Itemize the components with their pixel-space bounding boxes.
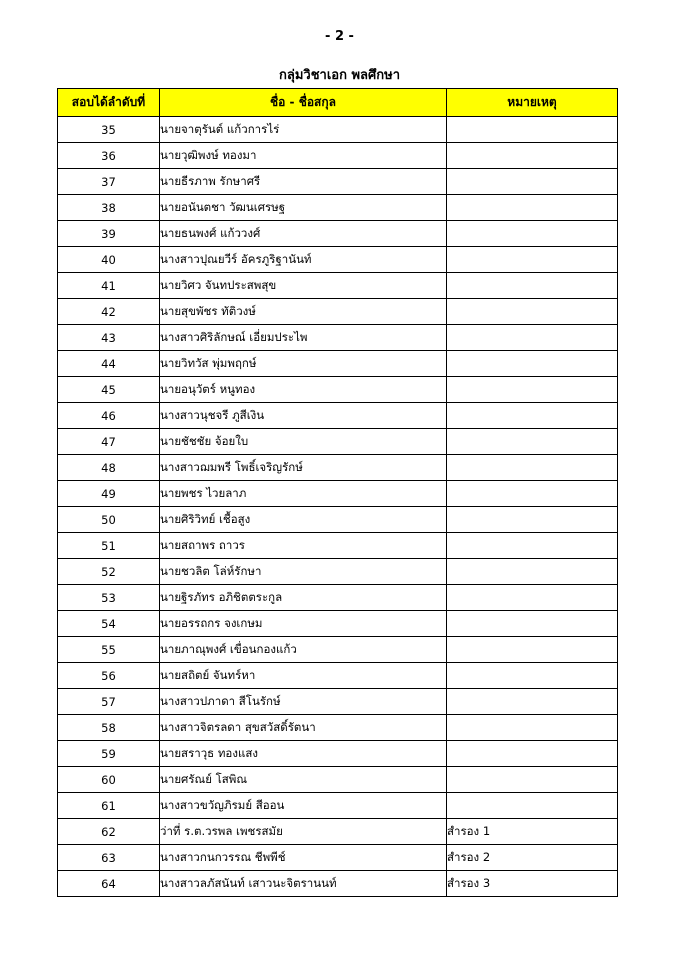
table-body <box>58 117 618 897</box>
table-row <box>58 663 618 689</box>
note-cell <box>447 429 618 455</box>
table-row <box>58 299 618 325</box>
table-row <box>58 403 618 429</box>
rank-cell: 49 <box>58 481 160 507</box>
rank-cell: 46 <box>58 403 160 429</box>
rank-cell: 42 <box>58 299 160 325</box>
rank-cell: 41 <box>58 273 160 299</box>
note-cell <box>447 611 618 637</box>
table-row <box>58 143 618 169</box>
note-cell <box>447 715 618 741</box>
name-cell: นายสถิตย์ จันทร์หา <box>160 663 447 689</box>
name-cell: นางสาวกนกวรรณ ชีพพีช์ <box>160 845 447 871</box>
name-cell: นายธนพงศ์ แก้ววงศ์ <box>160 221 447 247</box>
rank-cell: 43 <box>58 325 160 351</box>
name-cell: นายธีรภาพ รักษาศรี <box>160 169 447 195</box>
table-row <box>58 325 618 351</box>
table-row <box>58 533 618 559</box>
rank-cell: 53 <box>58 585 160 611</box>
note-cell <box>447 689 618 715</box>
note-cell <box>447 351 618 377</box>
rank-cell: 35 <box>58 117 160 143</box>
table-row <box>58 351 618 377</box>
table-row <box>58 767 618 793</box>
name-cell: นายสถาพร ถาวร <box>160 533 447 559</box>
rank-cell: 64 <box>58 871 160 897</box>
table-row <box>58 169 618 195</box>
name-cell: นายพชร ไวยลาภ <box>160 481 447 507</box>
rank-cell: 40 <box>58 247 160 273</box>
table-row <box>58 481 618 507</box>
table-row <box>58 845 618 871</box>
note-cell <box>447 247 618 273</box>
note-cell <box>447 481 618 507</box>
note-cell <box>447 325 618 351</box>
rank-cell: 39 <box>58 221 160 247</box>
table-row <box>58 611 618 637</box>
table-row <box>58 273 618 299</box>
note-cell <box>447 143 618 169</box>
note-cell <box>447 507 618 533</box>
note-cell <box>447 299 618 325</box>
name-cell: นายภาณุพงศ์ เขื่อนกองแก้ว <box>160 637 447 663</box>
note-cell <box>447 455 618 481</box>
rank-cell: 51 <box>58 533 160 559</box>
rank-cell: 36 <box>58 143 160 169</box>
note-cell <box>447 403 618 429</box>
note-cell <box>447 377 618 403</box>
name-cell: นายศรัณย์ โสพิณ <box>160 767 447 793</box>
header-row <box>58 89 618 117</box>
note-cell <box>447 117 618 143</box>
name-cell: นางสาวปุณยวีร์ อัครภูริฐานันท์ <box>160 247 447 273</box>
name-cell: นายสุขพัชร ทัติวงษ์ <box>160 299 447 325</box>
table-row <box>58 637 618 663</box>
table-row <box>58 819 618 845</box>
name-cell: ว่าที่ ร.ต.วรพล เพชรสมัย <box>160 819 447 845</box>
name-cell: นางสาวนุชจรี ภูสีเงิน <box>160 403 447 429</box>
note-cell <box>447 637 618 663</box>
note-cell: สำรอง 3 <box>447 871 618 897</box>
name-cell: นายวิทวัส พุ่มพฤกษ์ <box>160 351 447 377</box>
name-cell: นายอนันตชา วัฒนเศรษฐ <box>160 195 447 221</box>
note-cell <box>447 741 618 767</box>
table-row <box>58 247 618 273</box>
table-row <box>58 117 618 143</box>
rank-cell: 37 <box>58 169 160 195</box>
section-title: กลุ่มวิชาเอก พลศึกษา <box>278 68 400 83</box>
note-cell <box>447 663 618 689</box>
table-row <box>58 871 618 897</box>
name-cell: นายชัชชัย จ้อยใบ <box>160 429 447 455</box>
rank-cell: 48 <box>58 455 160 481</box>
name-header: ชื่อ - ชื่อสกุล <box>160 89 447 117</box>
rank-cell: 44 <box>58 351 160 377</box>
name-cell: นางสาวปภาดา สีโนรักษ์ <box>160 689 447 715</box>
rank-cell: 54 <box>58 611 160 637</box>
table-row <box>58 507 618 533</box>
table-row <box>58 559 618 585</box>
rank-cell: 57 <box>58 689 160 715</box>
rank-cell: 59 <box>58 741 160 767</box>
name-cell: นายวิศว จันทประสพสุข <box>160 273 447 299</box>
note-cell <box>447 169 618 195</box>
name-cell: นายชวลิต โล่ห์รักษา <box>160 559 447 585</box>
table-row <box>58 793 618 819</box>
rank-cell: 55 <box>58 637 160 663</box>
name-cell: นางสาวจิตรลดา สุขสวัสดิ์รัตนา <box>160 715 447 741</box>
table-row <box>58 429 618 455</box>
rank-cell: 56 <box>58 663 160 689</box>
page-number: - 2 - <box>325 29 354 44</box>
table-row <box>58 377 618 403</box>
note-cell: สำรอง 2 <box>447 845 618 871</box>
name-cell: นายฐิรภัทร อภิชิตตระกูล <box>160 585 447 611</box>
note-cell <box>447 559 618 585</box>
note-header: หมายเหตุ <box>447 89 618 117</box>
table-row <box>58 195 618 221</box>
rank-cell: 58 <box>58 715 160 741</box>
table-row <box>58 585 618 611</box>
rank-header: สอบได้ลำดับที่ <box>58 89 160 117</box>
note-cell <box>447 221 618 247</box>
table-row <box>58 715 618 741</box>
rank-cell: 50 <box>58 507 160 533</box>
results-table <box>57 88 618 897</box>
rank-cell: 60 <box>58 767 160 793</box>
rank-cell: 45 <box>58 377 160 403</box>
rank-cell: 38 <box>58 195 160 221</box>
name-cell: นายศิริวิทย์ เชื้อสูง <box>160 507 447 533</box>
rank-cell: 61 <box>58 793 160 819</box>
note-cell <box>447 767 618 793</box>
name-cell: นางสาวขวัญภิรมย์ สีออน <box>160 793 447 819</box>
name-cell: นายอรรถกร จงเกษม <box>160 611 447 637</box>
name-cell: นางสาวศิริลักษณ์ เอี่ยมประไพ <box>160 325 447 351</box>
note-cell <box>447 533 618 559</box>
note-cell <box>447 585 618 611</box>
name-cell: นายวุฒิพงษ์ ทองมา <box>160 143 447 169</box>
name-cell: นายสราวุธ ทองแสง <box>160 741 447 767</box>
table-row <box>58 221 618 247</box>
note-cell <box>447 273 618 299</box>
rank-cell: 62 <box>58 819 160 845</box>
table-row <box>58 455 618 481</box>
note-cell: สำรอง 1 <box>447 819 618 845</box>
name-cell: นายอนุวัตร์ หนูทอง <box>160 377 447 403</box>
name-cell: นางสาวฌมพรี โพธิ์เจริญรักษ์ <box>160 455 447 481</box>
rank-cell: 47 <box>58 429 160 455</box>
name-cell: นายจาตุรันต์ แก้วการไร่ <box>160 117 447 143</box>
note-cell <box>447 195 618 221</box>
rank-cell: 63 <box>58 845 160 871</box>
rank-cell: 52 <box>58 559 160 585</box>
table-row <box>58 741 618 767</box>
name-cell: นางสาวลภัสนันท์ เสาวนะจิตรานนท์ <box>160 871 447 897</box>
note-cell <box>447 793 618 819</box>
table-row <box>58 689 618 715</box>
